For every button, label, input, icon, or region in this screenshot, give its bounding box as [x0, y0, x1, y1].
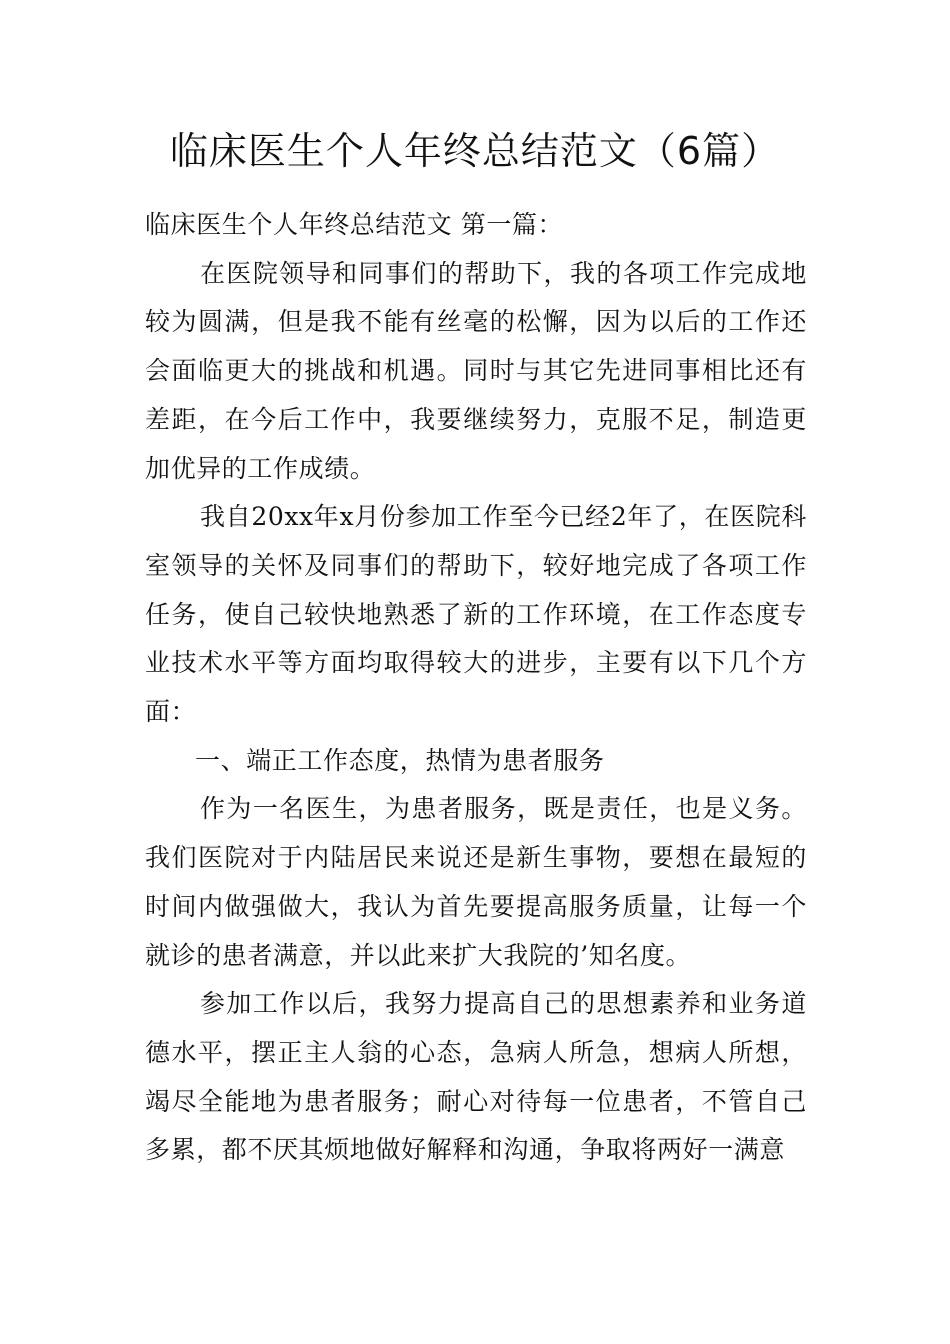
- document-title: 临床医生个人年终总结范文（6篇）: [169, 129, 781, 173]
- subheading-1: 一、端正工作态度，热情为患者服务: [195, 745, 605, 775]
- document-body: [145, 201, 807, 1175]
- paragraph-2: 我自20xx年x月份参加工作至今已经2年了，在医院科室领导的关怀及同事们的帮助下，较好地完成了各项工作任务，使自己较快地熟悉了新的工作环境，在工作态度专业技术水平等方面均取得较大的进步，主要有以下几个方面：: [145, 502, 807, 727]
- section-label: 临床医生个人年终总结范文 第一篇：: [145, 210, 564, 239]
- paragraph-4: 参加工作以后，我努力提高自己的思想素养和业务道德水平，摆正主人翁的心态，急病人所急，想病人所想，竭尽全能地为患者服务；耐心对待每一位患者，不管自己多累，都不厌其烦地做好解释和沟通，争取将两好一满意: [145, 989, 807, 1165]
- paragraph-3: 作为一名医生，为患者服务，既是责任，也是义务。我们医院对于内陆居民来说还是新生事物，要想在最短的时间内做强做大，我认为首先要提高服务质量，让每一个就诊的患者满意，并以此来扩大我院的’知名度。: [145, 794, 807, 970]
- paragraph-1: 在医院领导和同事们的帮助下，我的各项工作完成地较为圆满，但是我不能有丝毫的松懈，因为以后的工作还会面临更大的挑战和机遇。同时与其它先进同事相比还有差距，在今后工作中，我要继续努力，克服不足，制造更加优异的工作成绩。: [145, 258, 807, 483]
